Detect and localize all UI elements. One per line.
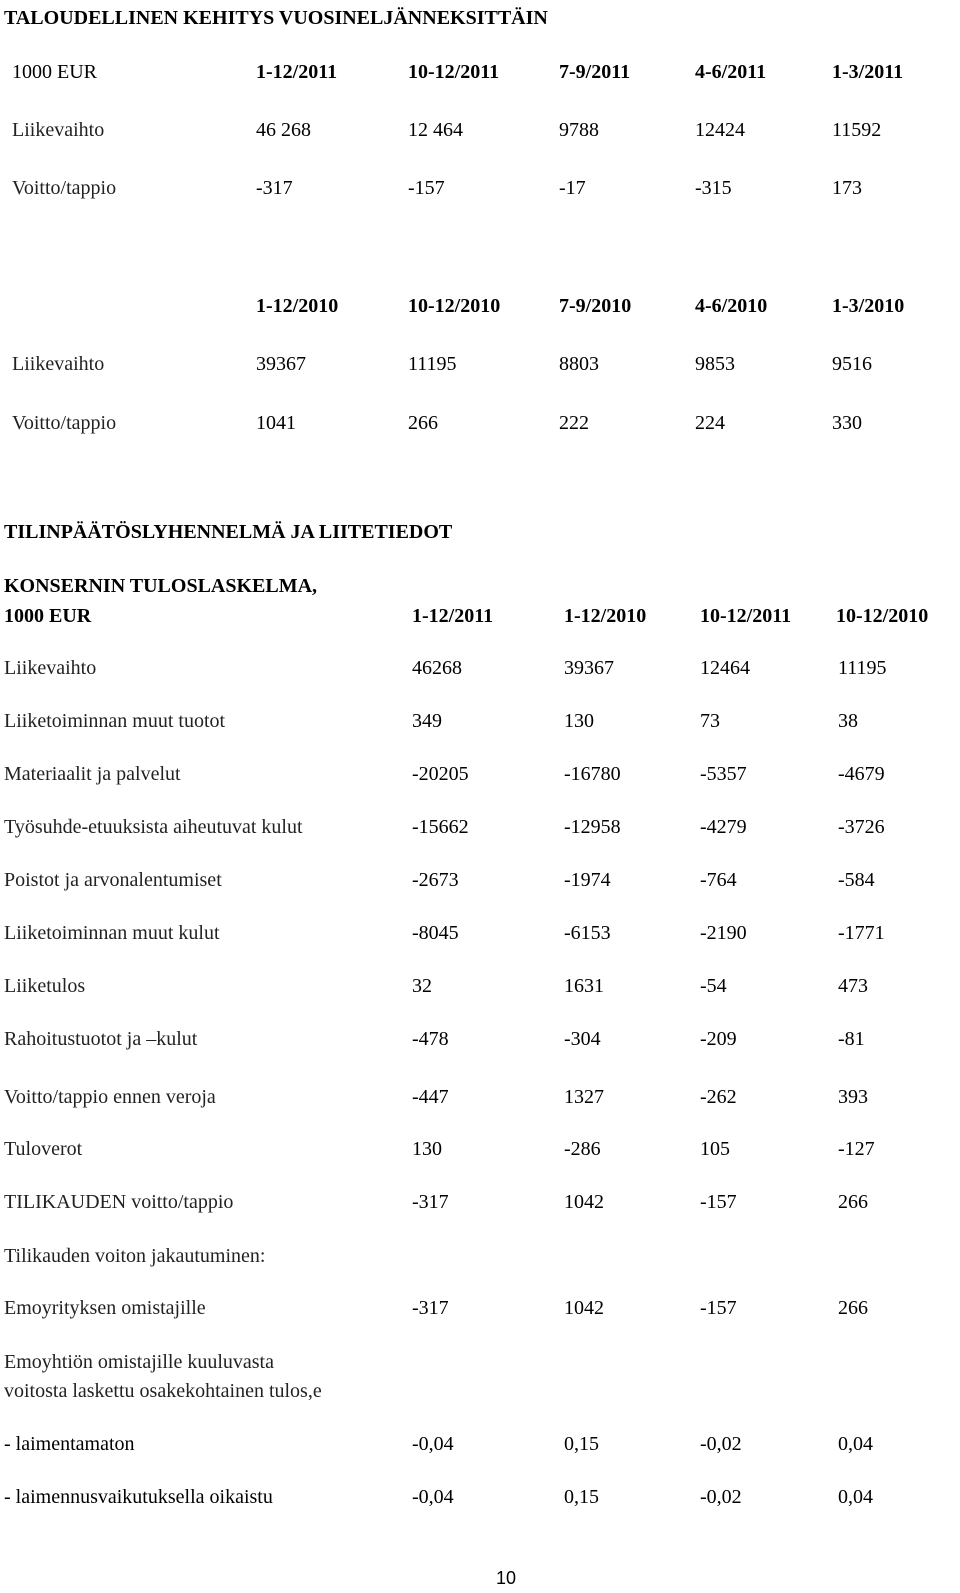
cell-value: 105 <box>700 1138 730 1160</box>
cell-value: -20205 <box>412 763 469 785</box>
cell-value: -317 <box>256 177 293 199</box>
unit-label: 1000 EUR <box>4 605 92 627</box>
cell-value: -764 <box>700 869 737 891</box>
cell-value: 8803 <box>559 353 599 375</box>
row-label: Työsuhde-etuuksista aiheutuvat kulut <box>4 816 303 838</box>
row-label: - laimennusvaikutuksella oikaistu <box>4 1486 273 1508</box>
row-label: Liiketoiminnan muut tuotot <box>4 710 226 732</box>
cell-value: 0,04 <box>838 1433 873 1455</box>
table-row <box>0 868 960 898</box>
period-header: 10-12/2011 <box>408 61 500 83</box>
cell-value: -3726 <box>838 816 885 838</box>
cell-value: 266 <box>838 1297 868 1319</box>
cell-value: 130 <box>412 1138 442 1160</box>
row-label: Voitto/tappio <box>12 177 117 199</box>
row-label: Liikevaihto <box>12 119 105 141</box>
cell-value: -54 <box>700 975 727 997</box>
distribution-heading: Tilikauden voiton jakautuminen: <box>4 1245 266 1267</box>
cell-value: 9516 <box>832 353 872 375</box>
cell-value: 39367 <box>564 657 614 679</box>
cell-value: -447 <box>412 1086 449 1108</box>
cell-value: -286 <box>564 1138 601 1160</box>
table-row <box>0 1432 960 1462</box>
cell-value: 224 <box>695 412 725 434</box>
table-row <box>0 352 960 382</box>
cell-value: -157 <box>408 177 445 199</box>
cell-value: -15662 <box>412 816 469 838</box>
cell-value: -584 <box>838 869 875 891</box>
cell-value: 11195 <box>408 353 457 375</box>
cell-value: 0,15 <box>564 1486 599 1508</box>
quarterly-title: TALOUDELLINEN KEHITYS VUOSINELJÄNNEKSITTÄIN <box>4 7 548 29</box>
cell-value: 0,04 <box>838 1486 873 1508</box>
cell-value: -8045 <box>412 922 459 944</box>
unit-label: 1000 EUR <box>12 61 97 83</box>
row-label: - laimentamaton <box>4 1433 135 1455</box>
row-label: Emoyrityksen omistajille <box>4 1297 206 1319</box>
cell-value: 1327 <box>564 1086 604 1108</box>
cell-value: 11195 <box>838 657 887 679</box>
table-row <box>0 118 960 148</box>
row-label: Voitto/tappio <box>12 412 117 434</box>
eps-heading-line2: voitosta laskettu osakekohtainen tulos,e <box>4 1380 322 1402</box>
cell-value: -127 <box>838 1138 875 1160</box>
cell-value: -4679 <box>838 763 885 785</box>
cell-value: -317 <box>412 1297 449 1319</box>
cell-value: 473 <box>838 975 868 997</box>
table-row <box>0 815 960 845</box>
period-header: 1-12/2011 <box>256 61 338 83</box>
cell-value: 39367 <box>256 353 306 375</box>
cell-value: -209 <box>700 1028 737 1050</box>
table-row <box>0 974 960 1004</box>
cell-value: -0,04 <box>412 1486 454 1508</box>
cell-value: -1974 <box>564 869 611 891</box>
period-header: 1-3/2011 <box>832 61 904 83</box>
table-row <box>0 1137 960 1167</box>
cell-value: 349 <box>412 710 442 732</box>
table-row <box>0 656 960 686</box>
cell-value: -157 <box>700 1191 737 1213</box>
table-row <box>0 762 960 792</box>
table-row <box>0 411 960 441</box>
cell-value: -0,02 <box>700 1486 742 1508</box>
statement-header <box>0 604 960 634</box>
row-label: Liiketulos <box>4 975 86 997</box>
cell-value: 12 464 <box>408 119 463 141</box>
period-header: 4-6/2010 <box>695 295 768 317</box>
cell-value: -478 <box>412 1028 449 1050</box>
cell-value: 12464 <box>700 657 750 679</box>
cell-value: 46268 <box>412 657 462 679</box>
quarterly-header-2010 <box>0 294 960 324</box>
table-row <box>0 1027 960 1057</box>
row-label: Voitto/tappio ennen veroja <box>4 1086 216 1108</box>
cell-value: -81 <box>838 1028 865 1050</box>
row-label: Materiaalit ja palvelut <box>4 763 181 785</box>
cell-value: 1042 <box>564 1191 604 1213</box>
row-label: Poistot ja arvonalentumiset <box>4 869 222 891</box>
period-header: 4-6/2011 <box>695 61 767 83</box>
table-row <box>0 1085 960 1115</box>
period-header: 10-12/2010 <box>408 295 501 317</box>
cell-value: -317 <box>412 1191 449 1213</box>
row-label: Tuloverot <box>4 1138 83 1160</box>
statement-subtitle: KONSERNIN TULOSLASKELMA, <box>4 575 318 597</box>
cell-value: -304 <box>564 1028 601 1050</box>
table-row <box>0 1190 960 1220</box>
cell-value: 1041 <box>256 412 296 434</box>
cell-value: -262 <box>700 1086 737 1108</box>
cell-value: -6153 <box>564 922 611 944</box>
cell-value: 11592 <box>832 119 882 141</box>
cell-value: 32 <box>412 975 432 997</box>
column-header: 1-12/2011 <box>412 605 494 627</box>
eps-heading-line1: Emoyhtiön omistajille kuuluvasta <box>4 1351 274 1373</box>
cell-value: 173 <box>832 177 862 199</box>
cell-value: 1042 <box>564 1297 604 1319</box>
cell-value: -157 <box>700 1297 737 1319</box>
cell-value: 222 <box>559 412 589 434</box>
row-label: Rahoitustuotot ja –kulut <box>4 1028 198 1050</box>
period-header: 1-12/2010 <box>256 295 339 317</box>
cell-value: 0,15 <box>564 1433 599 1455</box>
table-row <box>0 1485 960 1515</box>
period-header: 1-3/2010 <box>832 295 905 317</box>
table-row <box>0 921 960 951</box>
column-header: 1-12/2010 <box>564 605 647 627</box>
cell-value: 46 268 <box>256 119 311 141</box>
table-row <box>0 1296 960 1326</box>
cell-value: -1771 <box>838 922 885 944</box>
table-row <box>0 709 960 739</box>
cell-value: -17 <box>559 177 586 199</box>
cell-value: -4279 <box>700 816 747 838</box>
cell-value: -5357 <box>700 763 747 785</box>
period-header: 7-9/2011 <box>559 61 631 83</box>
cell-value: -0,02 <box>700 1433 742 1455</box>
cell-value: 9853 <box>695 353 735 375</box>
cell-value: 130 <box>564 710 594 732</box>
cell-value: 73 <box>700 710 720 732</box>
row-label: TILIKAUDEN voitto/tappio <box>4 1191 234 1213</box>
page-number: 10 <box>496 1568 517 1588</box>
column-header: 10-12/2011 <box>700 605 792 627</box>
cell-value: -2190 <box>700 922 747 944</box>
cell-value: -0,04 <box>412 1433 454 1455</box>
cell-value: -2673 <box>412 869 459 891</box>
cell-value: 38 <box>838 710 858 732</box>
cell-value: 9788 <box>559 119 599 141</box>
cell-value: 266 <box>838 1191 868 1213</box>
column-header: 10-12/2010 <box>836 605 929 627</box>
cell-value: 266 <box>408 412 438 434</box>
cell-value: 330 <box>832 412 862 434</box>
row-label: Liikevaihto <box>12 353 105 375</box>
cell-value: -315 <box>695 177 732 199</box>
row-label: Liiketoiminnan muut kulut <box>4 922 220 944</box>
period-header: 7-9/2010 <box>559 295 632 317</box>
cell-value: -16780 <box>564 763 621 785</box>
cell-value: 12424 <box>695 119 745 141</box>
row-label: Liikevaihto <box>4 657 97 679</box>
statement-title: TILINPÄÄTÖSLYHENNELMÄ JA LIITETIEDOT <box>4 521 453 543</box>
cell-value: -12958 <box>564 816 621 838</box>
cell-value: 393 <box>838 1086 868 1108</box>
quarterly-header-2011 <box>0 60 960 90</box>
table-row <box>0 176 960 206</box>
cell-value: 1631 <box>564 975 604 997</box>
